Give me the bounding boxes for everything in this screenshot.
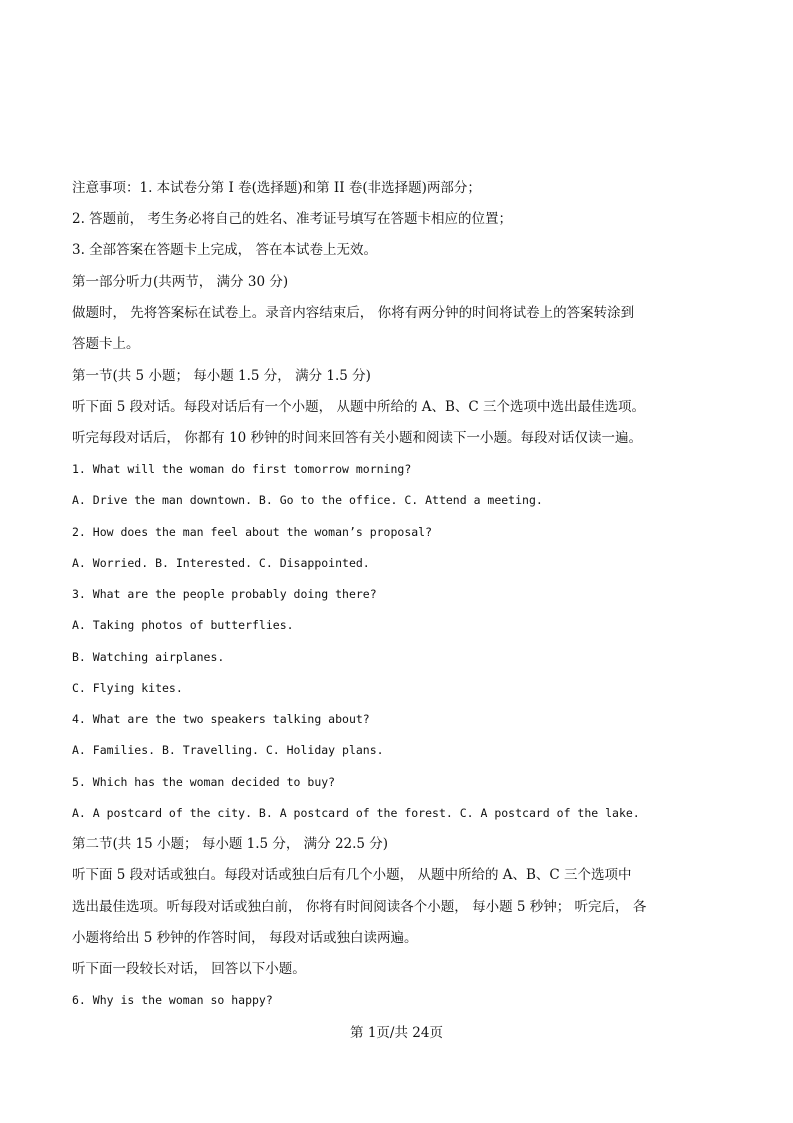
section2-instruction-2: 选出最佳选项。听每段对话或独白前， 你将有时间阅读各个小题， 每小题 5 秒钟； 听完后， 各	[72, 899, 647, 915]
question-6: 6. Why is the woman so happy?	[72, 993, 273, 1007]
part1-instruction-1: 做题时， 先将答案标在试卷上。录音内容结束后， 你将有两分钟的时间将试卷上的答案转涂到	[72, 305, 635, 321]
question-3-option-a: A. Taking photos of butterflies.	[72, 618, 294, 632]
question-4-options: A. Families. B. Travelling. C. Holiday plans.	[72, 743, 384, 757]
note-line-1: 注意事项：1. 本试卷分第 I 卷(选择题)和第 II 卷(非选择题)两部分；	[72, 180, 481, 196]
section2-title: 第二节(共 15 小题； 每小题 1.5 分， 满分 22.5 分)	[72, 836, 389, 852]
section2-subheading: 听下面一段较长对话， 回答以下小题。	[72, 961, 306, 977]
question-2: 2. How does the man feel about the woman’s proposal?	[72, 525, 433, 539]
question-3-option-b: B. Watching airplanes.	[72, 650, 225, 664]
question-3-option-c: C. Flying kites.	[72, 681, 183, 695]
question-5: 5. Which has the woman decided to buy?	[72, 775, 336, 789]
question-1-options: A. Drive the man downtown. B. Go to the office. C. Attend a meeting.	[72, 493, 543, 507]
question-4: 4. What are the two speakers talking about?	[72, 712, 370, 726]
section1-title: 第一节(共 5 小题； 每小题 1.5 分， 满分 1.5 分)	[72, 368, 371, 384]
page-number: 第 1页/共 24页	[350, 1025, 443, 1041]
question-1: 1. What will the woman do first tomorrow morning?	[72, 462, 412, 476]
question-3: 3. What are the people probably doing there?	[72, 587, 377, 601]
question-5-options: A. A postcard of the city. B. A postcard of the forest. C. A postcard of the lake.	[72, 806, 640, 820]
section1-instruction-2: 听完每段对话后， 你都有 10 秒钟的时间来回答有关小题和阅读下一小题。每段对话仅读一遍。	[72, 430, 643, 446]
section2-instruction-1: 听下面 5 段对话或独白。每段对话或独白后有几个小题， 从题中所给的 A、B、C 三个选项中	[72, 867, 632, 883]
note-line-2: 2. 答题前， 考生务必将自己的姓名、准考证号填写在答题卡相应的位置；	[72, 211, 512, 227]
part1-title: 第一部分听力(共两节， 满分 30 分)	[72, 274, 289, 290]
question-2-options: A. Worried. B. Interested. C. Disappointed.	[72, 556, 370, 570]
section2-instruction-3: 小题将给出 5 秒钟的作答时间， 每段对话或独白读两遍。	[72, 930, 418, 946]
section1-instruction-1: 听下面 5 段对话。每段对话后有一个小题， 从题中所给的 A、B、C 三个选项中选出最佳选项。	[72, 399, 646, 415]
part1-instruction-2: 答题卡上。	[72, 336, 140, 352]
note-line-3: 3. 全部答案在答题卡上完成， 答在本试卷上无效。	[72, 242, 377, 258]
